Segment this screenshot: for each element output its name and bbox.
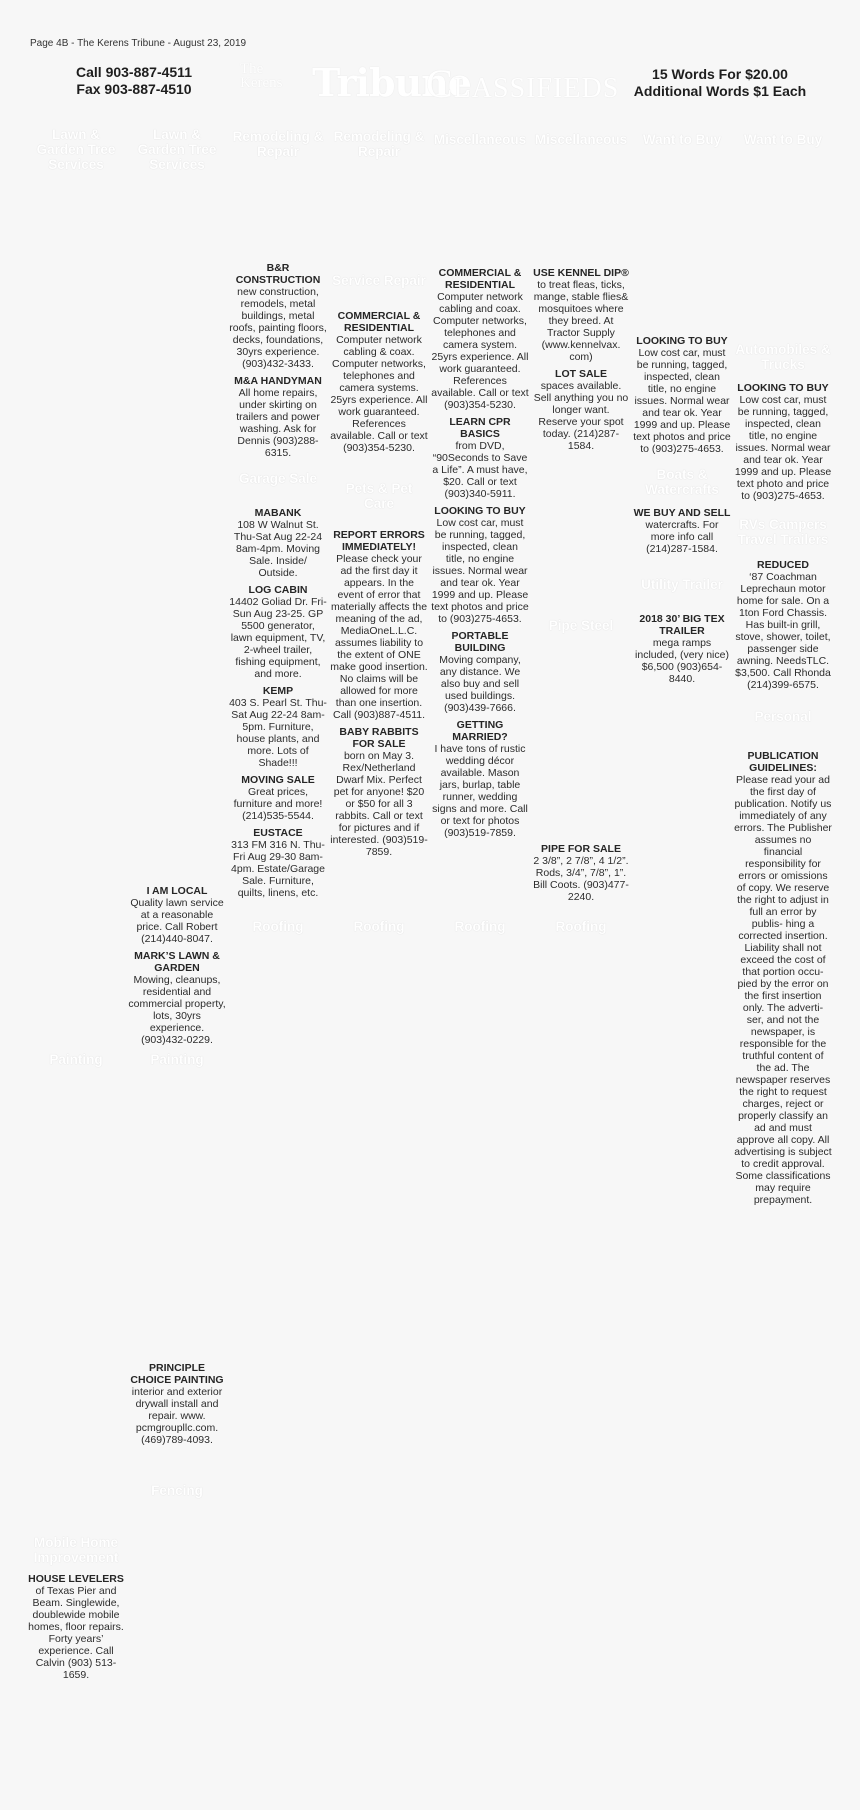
header-pets: Pets & Pet Care (345, 481, 413, 511)
header-want-to-buy-1: Want to Buy (642, 132, 722, 147)
header-want-to-buy-2: Want to Buy (743, 132, 823, 147)
masthead (236, 58, 620, 114)
header-pipe-steel: Pipe Steel (548, 618, 614, 633)
ad-baby-rabbits-body: born on May 3. Rex/Netherland Dwarf Mix. Perfect pet for anyone! $20 or $50 for all 3 rabbits. Call or text for pictures and if interested. (903)519-7859. (330, 750, 428, 858)
publication-guidelines: PUBLICATION GUIDELINES: Please read your ad the first day of publication. Notify us immediately of any errors. The Publisher assumes no financial responsibility for errors or omissions of copy. We reserve the right to adjust in full an error by publis- hing a corrected insertion. Liability shall not exceed the cost of that portion occu- pied by the error on the first insertion only. The adverti- ser, and not the newspaper, is responsible for the truthful content of the ad. The newspaper reserves the right to request charges, reject or properly classify an ad and must approve all copy. All advertising is subject to credit approval. Some classifications may require prepayment. (734, 750, 832, 1206)
header-utility-trailer: Utility Trailer (641, 577, 723, 592)
header-roofing-4: Roofing (555, 919, 607, 934)
header-remodeling-1: Remodeling & Repair (232, 129, 324, 159)
rates (612, 66, 828, 100)
header-roofing-2: Roofing (353, 919, 405, 934)
header-rv: RVs Campers Travel Trailers (737, 517, 829, 547)
masthead-tribune: Tribune (312, 60, 471, 105)
ad-ma-handyman-title: M&A HANDYMAN (234, 375, 322, 387)
header-service-repair: Service Repair (332, 273, 426, 288)
rate-line-1: 15 Words For $20.00 (652, 66, 788, 82)
header-lawn-garden-1: Lawn & Garden Tree Services (36, 127, 116, 172)
header-fencing: Fencing (151, 1483, 203, 1498)
ad-pipe-for-sale: PIPE FOR SALE 2 3/8”, 2 7/8”, 4 1/2”. Rods, 3/4”, 7/8”, 1”. Bill Coots. (903)477-2240. (533, 843, 629, 903)
ad-principle-painting: PRINCIPLE CHOICE PAINTING interior and exterior drywall install and repair. www. pcmgroupllc.com. (469)789-4093. (130, 1362, 224, 1446)
ad-misc-column-2: USE KENNEL DIP® to treat fleas, ticks, mange, stable flies& mosquitoes where they breed. At Tractor Supply (www.kennelvax. com) LOT SALE spaces available. Sell anything you no longer want. Reserve your spot today. (214)287-1584. (533, 267, 629, 452)
header-painting-2: Painting (150, 1052, 204, 1067)
masthead-the: The (240, 61, 264, 77)
ad-lawn-services: I AM LOCAL Quality lawn service at a reasonable price. Call Robert (214)440-8047. MARK’S LAWN & GARDEN Mowing, cleanups, residential and commercial property, lots, 30yrs experience. (903)432-0229. (128, 885, 226, 1046)
masthead-kerens: Kerens (240, 75, 283, 91)
header-roofing-1: Roofing (252, 919, 304, 934)
header-garage-sale: Garage Sale (238, 471, 318, 486)
header-personal: Personal (754, 709, 812, 724)
header-remodeling-2: Remodeling & Repair (333, 129, 425, 159)
ad-commercial-residential-1: COMMERCIAL & RESIDENTIAL Computer network cabling & coax. Computer networks, telephones and camera systems. 25yrs experience. All work guaranteed. References available. Call or text (903)354-5230. (330, 310, 428, 454)
header-mobile-home: Mobile Home Improvement (33, 1535, 119, 1565)
ad-ma-handyman-body: All home repairs, under skirting on trailers and power washing. Ask for Dennis (903)288-6315. (236, 387, 320, 459)
masthead-small (240, 62, 282, 90)
ad-report-errors: REPORT ERRORS IMMEDIATELY! Please check your ad the first day it appears. In the event of error that materially affects the meaning of the ad, MediaOneL.L.C. assumes liability to the extent of ONE make good insertion. No claims will be allowed for more than one insertion. Call (903)887-4511. BABY RABBITS FOR SALE born on May 3. Rex/Netherland Dwarf Mix. Perfect pet for anyone! $20 or $50 for all 3 rabbits. Call or text for pictures and if interested. (903)519-7859. (330, 529, 428, 858)
header-painting-1: Painting (49, 1052, 103, 1067)
ad-misc-column-1: COMMERCIAL & RESIDENTIAL Computer network cabling and coax. Computer networks, telephones and camera system. 25yrs experience. All work guaranteed. References available. Call or text (903)354-5230. LEARN CPR BASICS from DVD, “90Seconds to Save a Life”. A must have, $20. Call or text (903)340-5911. LOOKING TO BUY Low cost car, must be running, tagged, inspected, clean title, no engine issues. Normal wear and tear ok. Year 1999 and up. Please text photos and price to (903)275-4653. PORTABLE BUILDING Moving company, any distance. We also buy and sell used buildings. (903)439-7666. GETTING MARRIED? I have tons of rustic wedding décor available. Mason jars, burlap, table runner, wedding signs and more. Call or text for photos (903)519-7859. (431, 267, 529, 839)
ad-garage-sales: MABANK 108 W Walnut St. Thu-Sat Aug 22-24 8am-4pm. Moving Sale. Inside/ Outside. LOG CABIN 14402 Goliad Dr. Fri-Sun Aug 23-25. GP 5500 generator, lawn equipment, TV, 2-wheel trailer, fishing equipment, and more. KEMP 403 S. Pearl St. Thu-Sat Aug 22-24 8am-5pm. Furniture, house plants, and more. Lots of Shade!!! MOVING SALE Great prices, furniture and more! (214)535-5544. EUSTACE 313 FM 316 N. Thu-Fri Aug 29-30 8am-4pm. Estate/Garage Sale. Furniture, quilts, linens, etc. (229, 507, 327, 899)
header-lawn-garden-2: Lawn & Garden Tree Services (137, 127, 217, 172)
header-automobiles: Automobiles & Trucks (735, 342, 831, 372)
ad-looking-to-buy-3: LOOKING TO BUY Low cost car, must be running, tagged, inspected, clean title, no engine issues. Normal wear and tear ok. Year 1999 and up. Please text photo and price to (903)275-4653. (734, 382, 832, 502)
ad-big-tex-trailer: 2018 30’ BIG TEX TRAILER mega ramps included, (very nice) $6,500 (903)654-8440. (635, 613, 729, 685)
ad-looking-to-buy-2: LOOKING TO BUY Low cost car, must be running, tagged, inspected, clean title, no engine issues. Normal wear and tear ok. Year 1999 and up. Please text photos and price to (903)275-4653. (633, 335, 731, 455)
header-boats: Boats & Watercrafts (645, 467, 719, 497)
ad-house-levelers: HOUSE LEVELERS of Texas Pier and Beam. Singlewide, doublewide mobile homes, floor repairs. Forty years’ experience. Call Calvin (903) 513-1659. (28, 1573, 124, 1681)
header-miscellaneous-2: Miscellaneous (534, 132, 628, 147)
ad-br-construction: B&R CONSTRUCTION new construction, remodels, metal buildings, metal roofs, painting floors, decks, foundations, 30yrs experience. (903)432-3433. M&A HANDYMAN All home repairs, under skirting on trailers and power washing. Ask for Dennis (903)288-6315. (229, 262, 327, 459)
masthead-classifieds: Classifieds (426, 61, 620, 106)
call-number: Call 903-887-4511 (76, 64, 192, 80)
contact-phones (48, 64, 220, 98)
fax-number: Fax 903-887-4510 (76, 81, 192, 97)
header-roofing-3: Roofing (454, 919, 506, 934)
ad-we-buy-and-sell: WE BUY AND SELL watercrafts. For more info call (214)287-1584. (633, 507, 731, 555)
ad-baby-rabbits-title: BABY RABBITS FOR SALE (339, 726, 419, 750)
page-header: Page 4B - The Kerens Tribune - August 23, 2019 (30, 38, 247, 49)
header-miscellaneous-1: Miscellaneous (433, 132, 527, 147)
rate-line-2: Additional Words $1 Each (633, 83, 807, 99)
ad-reduced-motorhome: REDUCED ‘87 Coachman Leprechaun motor home for sale. On a 1ton Ford Chassis. Has built-in grill, stove, shower, toilet, passenger side awning. NeedsTLC. $3,500. Call Rhonda (214)399-6575. (735, 559, 831, 691)
